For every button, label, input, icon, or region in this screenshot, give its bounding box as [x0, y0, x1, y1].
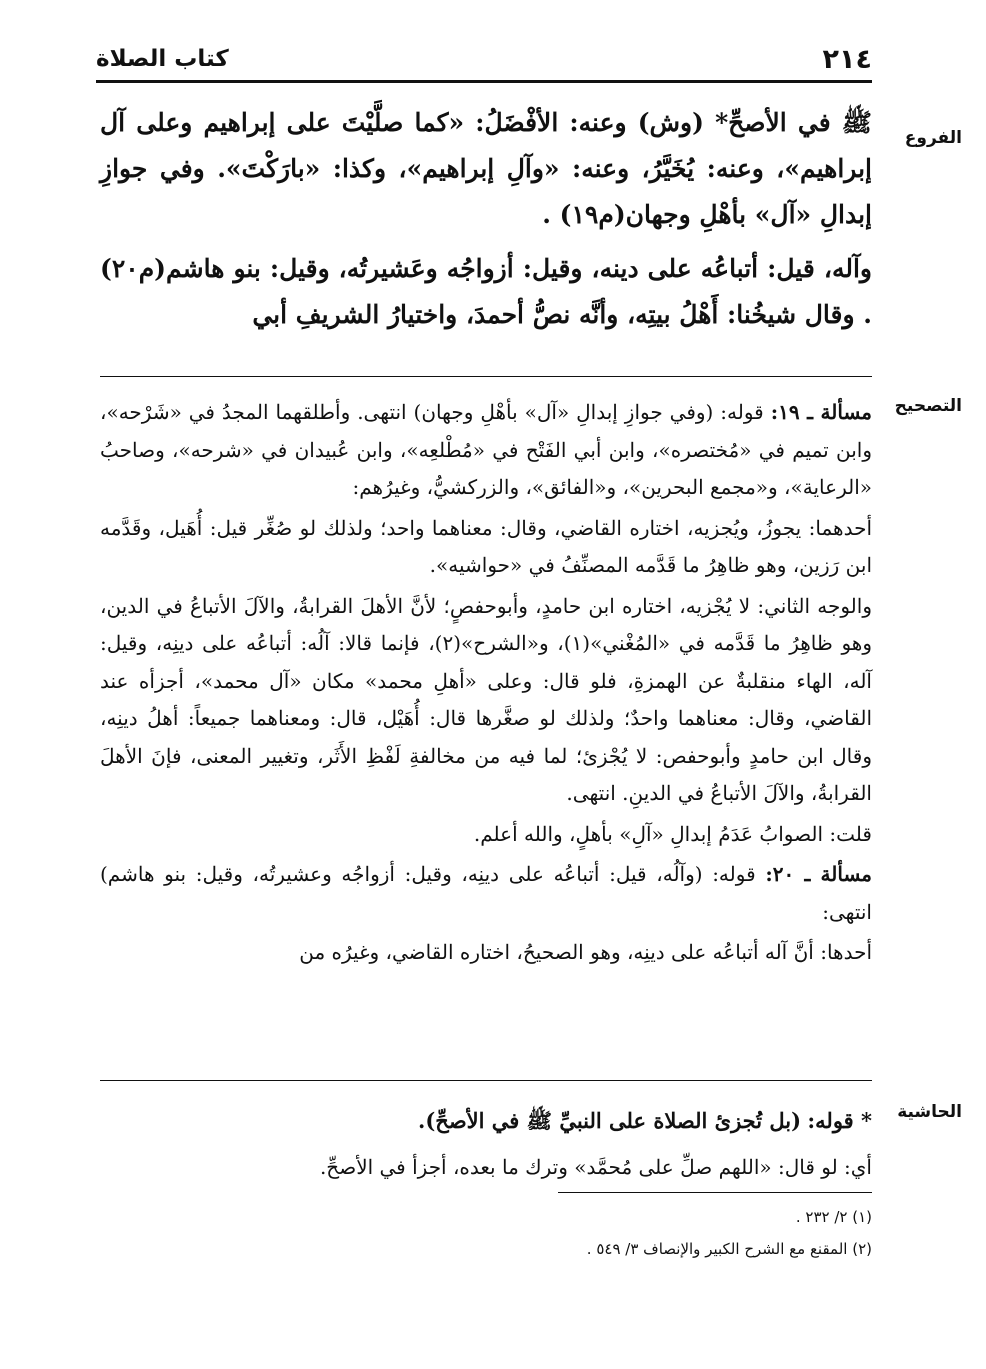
tashih-section	[100, 394, 872, 972]
tashih-paragraph-3: والوجه الثاني: لا يُجْزيه، اختاره ابن حامدٍ، وأبوحفصٍ؛ لأنَّ الأهلَ القرابةُ، والآلَ الأتباعُ في الدين، وهو ظاهِرُ ما قَدَّمه في «المُغْني»(١)، و«الشرح»(٢)، فإنما قالا: آلُه: أتباعُه على دينِه، وقيل: آله، الهاء منقلبةٌ عن الهمزةِ، فلو قال: وعلى «أهلِ محمد» مكان «آل محمد»، أجزأه عند القاضي، وقال: معناهما واحدٌ؛ ولذلك لو صغَّرها قال: أُهَيْل، قال: ومعناهما جميعاً: أهلُ دينِه، وقال ابن حامدٍ وأبوحفص: لا يُجْزئ؛ لما فيه من مخالفةِ لَفْظِ الأَثَر، وتغيير المعنى، فإنَ الأهلَ القرابةُ، والآلَ الأتباعُ في الدينِ. انتهى.	[100, 593, 872, 805]
tashih-paragraph-6: أحدها: أنَّ آله أتباعُه على دينِه، وهو الصحيحُ، اختاره القاضي، وغيرُه من	[299, 940, 872, 964]
section-divider	[100, 1080, 872, 1081]
hashiya-section	[100, 1098, 872, 1190]
masala-20-text: قوله: (وآلُه، قيل: أتباعُه على دينِه، وقيل: أزواجُه وعشيرتُه، وقيل: بنو هاشم) انتهى:	[100, 862, 872, 924]
header-divider	[96, 80, 872, 83]
hashiya-quote-title: * قوله:	[807, 1108, 872, 1133]
footnote-2: (٢) المقنع مع الشرح الكبير والإنصاف ٣/ ٥٤٩ .	[586, 1240, 872, 1258]
section-divider	[100, 376, 872, 377]
book-title: كتاب الصلاة	[96, 46, 229, 72]
hashiya-quote-text: (بل تُجزئ الصلاة على النبيِّ ﷺ في الأصحِّ).	[418, 1108, 802, 1133]
tashih-paragraph-2: أحدهما: يجوزُ، ويُجزيه، اختاره القاضي، وقال: معناهما واحد؛ ولذلك لو صُغِّر قيل: أُهَيل، وقَدَّمه ابن رَزين، وهو ظاهِرُ ما قَدَّمه المصنِّفُ في «حواشيه».	[100, 515, 872, 577]
masala-20	[100, 856, 872, 931]
masala-19	[100, 394, 872, 507]
hashiya-paragraph-2: أي: لو قال: «اللهم صلِّ على مُحمَّد» وترك ما بعده، أجزأ في الأصحِّ.	[319, 1155, 872, 1179]
page-number: ٢١٤	[822, 43, 872, 75]
footnote-divider	[558, 1192, 872, 1193]
furu-paragraph-1: ﷺ في الأصحِّ* (وش) وعنه: الأفْضَلُ: «كما صلَّيْتَ على إبراهيم وعلى آل إبراهيم»، وعنه: يُخَيَّرُ، وعنه: «وآلِ إبراهيم»، وكذا: «بارَكْتَ». وفي جوازِ إبدالِ «آل» بأهْلِ وجهان(م١٩) .	[100, 108, 872, 229]
page-header	[96, 42, 872, 76]
label-tashih: التصحيح	[894, 396, 962, 416]
footnote-1: (١) ٢/ ٢٣٢ .	[795, 1208, 872, 1226]
furu-section	[100, 100, 872, 338]
tashih-paragraph-4: قلت: الصوابُ عَدَمُ إبدالِ «آلِ» بأهلٍ، والله أعلم.	[473, 821, 872, 846]
furu-paragraph-2: وآله، قيل: أتباعُه على دينه، وقيل: أزواجُه وعَشيرتُه، وقيل: بنو هاشم(م٢٠) . وقال شيخُنا: أَهْلُ بيتِه، وأنَّه نصُّ أحمدَ، واختيارُ الشريفِ أبي	[100, 254, 872, 329]
hashiya-quote	[100, 1098, 872, 1144]
masala-19-text: قوله: (وفي جوازِ إبدالِ «آل» بأهْلِ وجهان) انتهى. وأطلقهما المجدُ في «شَرْحه»، وابن تميم في «مُختصره»، وابن أبي الفَتْح في «مُطْلعِه»، وابن عُبيدان في «شرحه»، وصاحبُ «الرعاية»، و«مجمع البحرين»، و«الفائق»، والزركشيُّ، وغيرُهم:	[100, 400, 872, 499]
label-furu: الفروع	[904, 128, 962, 148]
label-hashiya: الحاشية	[897, 1102, 962, 1122]
masala-20-title: مسألة ـ ٢٠:	[765, 862, 873, 886]
masala-19-title: مسألة ـ ١٩:	[770, 400, 872, 424]
